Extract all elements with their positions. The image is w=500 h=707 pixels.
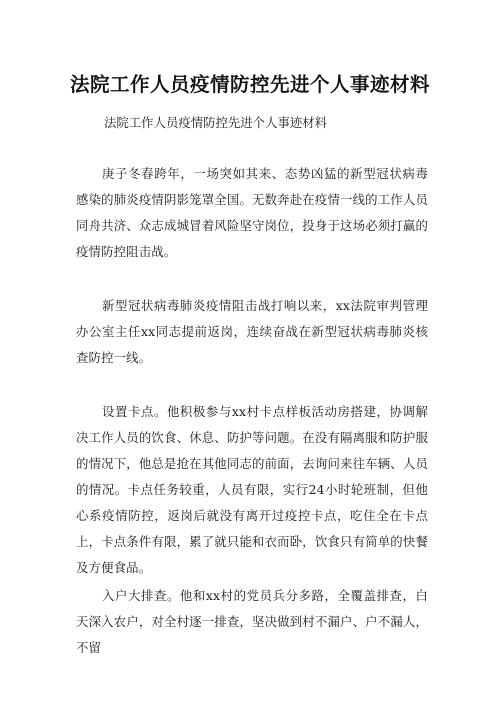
- document-subtitle: 法院工作人员疫情防控先进个人事迹材料: [104, 115, 328, 130]
- paragraph-intro: 庚子冬春跨年，一场突如其来、态势凶猛的新型冠状病毒感染的肺炎疫情阴影笼罩全国。无数奔赴在疫情一线的工作人员同舟共济、众志成城冒着风险坚守岗位，投身于这场必须打赢的疫情防控阻击战。: [76, 166, 428, 259]
- paragraph-household-screening: 入户大排查。他和xx村的党员兵分多路，全覆盖排查，白天深入农户，对全村逐一排查，坚决做到村不漏户、户不漏人，不留: [76, 588, 428, 655]
- paragraph-return-to-post: 新型冠状病毒肺炎疫情阻击战打响以来，xx法院审判管理办公室主任xx同志提前返岗，连续奋战在新型冠状病毒肺炎核查防控一线。: [76, 298, 428, 365]
- paragraph-checkpoint: 设置卡点。他积极参与xx村卡点样板活动房搭建，协调解决工作人员的饮食、休息、防护等问题。在没有隔离服和防护服的情况下，他总是抢在其他同志的前面，去询问来往车辆、人员的情况。卡点任务较重，人员有限，实行24小时轮班制，但他心系疫情防控，返岗后就没有离开过疫控卡点，吃住全在卡点上，卡点条件有限，累了就只能和衣而卧，饮食只有简单的快餐及方便食品。: [76, 404, 428, 575]
- document-title: 法院工作人员疫情防控先进个人事迹材料: [69, 73, 430, 96]
